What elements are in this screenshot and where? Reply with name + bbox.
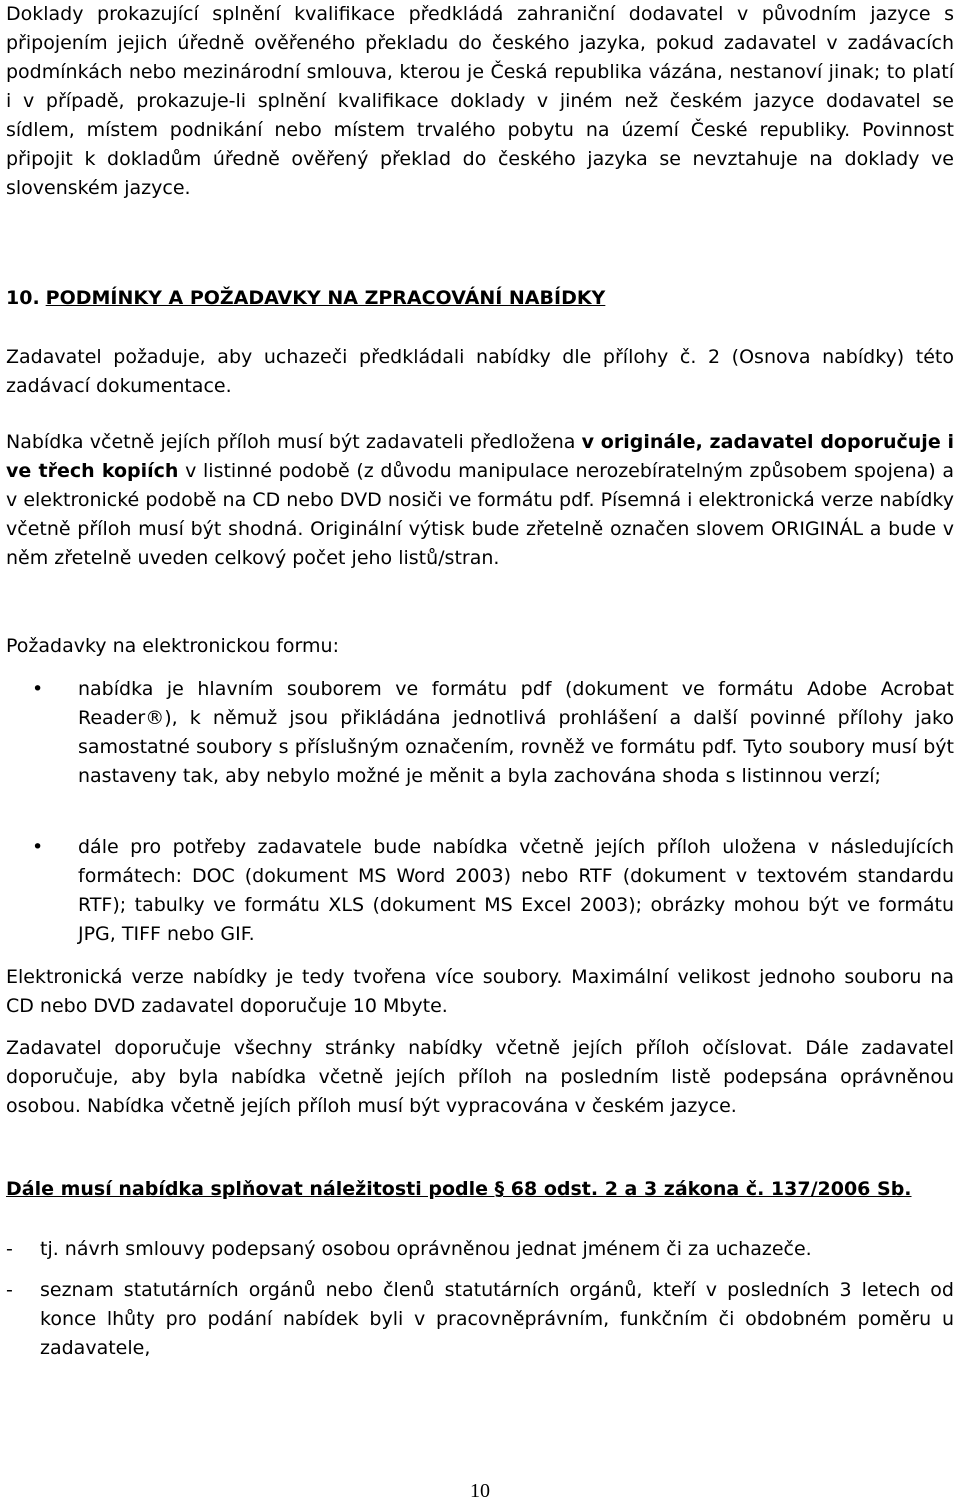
intro-paragraph: Doklady prokazující splnění kvalifikace předkládá zahraniční dodavatel v původním jazyce s připojením jejich úředně ověřeného překladu do českého jazyka, pokud zadavatel v zadávacích podmínkách nebo mezinárodní smlouva, kterou je Česká republika vázána, nestanoví jinak; to platí i v případě, prokazuje-li splnění kvalifikace doklady v jiném než českém jazyce dodavatel se sídlem, místem podnikání nebo místem trvalého pobytu na území České republiky. Povinnost připojit k dokladům úředně ověřený překlad do českého jazyka se nevztahuje na doklady ve slovenském jazyce. [6, 3, 954, 199]
bullet-dot: • [32, 836, 44, 858]
dash-item [6, 1276, 954, 1363]
bullet-item [6, 833, 954, 949]
paragraph-original-start: Nabídka včetně jejích příloh musí být zadavateli předložena [6, 431, 582, 453]
bullet-text: dále pro potřeby zadavatele bude nabídka včetně jejích příloh uložena v následujících formátech: DOC (dokument MS Word 2003) nebo RTF (dokument v textovém standardu RTF); tabulky ve formátu XLS (dokument MS Excel 2003); obrázky mohou být ve formátu JPG, TIFF nebo GIF. [78, 836, 954, 945]
section-title: PODMÍNKY A POŽADAVKY NA ZPRACOVÁNÍ NABÍDKY [45, 287, 606, 309]
bullet-text: nabídka je hlavním souborem ve formátu pdf (dokument ve formátu Adobe Acrobat Reader®), k němuž jsou přikládána jednotlivá prohlášení a další povinné přílohy jako samostatné soubory s příslušným označením, rovněž ve formátu pdf. Tyto soubory musí být nastaveny tak, aby nebylo možné je měnit a byla zachována shoda s listinnou verzí; [78, 678, 954, 787]
dash-mark: - [6, 1238, 13, 1260]
paragraph-osnova: Zadavatel požaduje, aby uchazeči předkládali nabídky dle přílohy č. 2 (Osnova nabídky) této zadávací dokumentace. [6, 346, 954, 397]
section-number: 10. [6, 287, 40, 309]
paragraph-original-end: v listinné podobě (z důvodu manipulace nerozebíratelným způsobem spojena) a v elektronické podobě na CD nebo DVD nosiči ve formátu pdf. Písemná i elektronická verze nabídky včetně příloh musí být shodná. Originální výtisk bude zřetelně označen slovem ORIGINÁL a bude v něm zřetelně uveden celkový počet jeho listů/stran. [6, 460, 954, 569]
dash-text: tj. návrh smlouvy podepsaný osobou oprávněnou jednat jménem či za uchazeče. [40, 1238, 812, 1260]
paragraph-original [6, 428, 954, 573]
paragraph-numbering: Zadavatel doporučuje všechny stránky nabídky včetně jejích příloh očíslovat. Dále zadavatel doporučuje, aby byla nabídka včetně jejích příloh na posledním listě podepsána oprávněnou osobou. Nabídka včetně jejích příloh musí být vypracována v českém jazyce. [6, 1037, 954, 1117]
section-heading [6, 284, 605, 313]
paragraph-original-bold: v originále, zadavatel doporučuje i ve třech kopiích [6, 431, 954, 482]
dash-text: seznam statutárních orgánů nebo členů statutárních orgánů, kteří v posledních 3 letech od konce lhůty pro podání nabídek byli v pracovněprávním, funkčním či obdobném poměru u zadavatele, [40, 1279, 954, 1359]
dash-mark: - [6, 1279, 13, 1301]
page-number: 10 [470, 1480, 490, 1502]
bullet-item [6, 675, 954, 791]
requirements-intro: Požadavky na elektronickou formu: [6, 635, 339, 657]
bullet-dot: • [32, 678, 44, 700]
paragraph-electronic: Elektronická verze nabídky je tedy tvořena více soubory. Maximální velikost jednoho souboru na CD nebo DVD zadavatel doporučuje 10 Mbyte. [6, 966, 954, 1017]
dash-item [6, 1235, 954, 1264]
law-heading: Dále musí nabídka splňovat náležitosti podle § 68 odst. 2 a 3 zákona č. 137/2006 Sb. [6, 1178, 912, 1200]
